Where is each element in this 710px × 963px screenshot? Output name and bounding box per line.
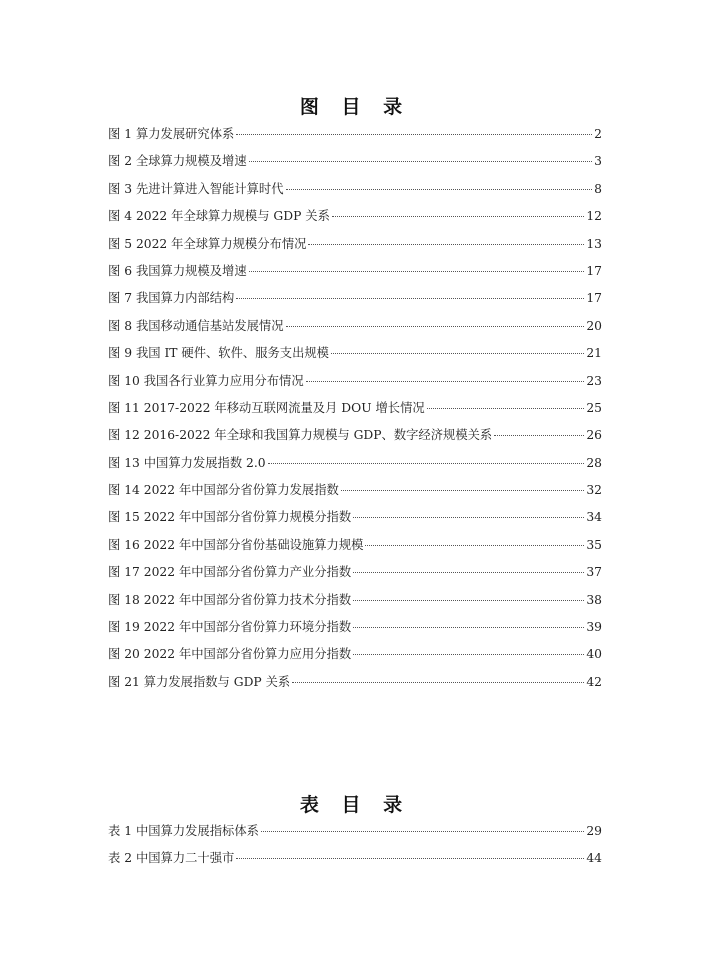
figure-entry[interactable]	[108, 480, 602, 507]
dot-leader	[236, 134, 592, 135]
table-entry[interactable]	[108, 821, 602, 848]
entry-title: 图 11 2017-2022 年移动互联网流量及月 DOU 增长情况	[108, 400, 425, 415]
figure-entry[interactable]	[108, 343, 602, 370]
dot-leader	[332, 216, 584, 217]
entry-title: 图 12 2016-2022 年全球和我国算力规模与 GDP、数字经济规模关系	[108, 428, 493, 443]
dot-leader	[341, 490, 585, 491]
entry-title: 图 9 我国 IT 硬件、软件、服务支出规模	[108, 346, 329, 361]
figure-entry[interactable]	[108, 590, 602, 617]
dot-leader	[261, 831, 584, 832]
dot-leader	[427, 408, 585, 409]
dot-leader	[236, 298, 584, 299]
figure-entry[interactable]	[108, 179, 602, 206]
entry-page-number: 21	[586, 346, 602, 361]
entry-page-number: 13	[586, 236, 602, 251]
entry-title: 图 17 2022 年中国部分省份算力产业分指数	[108, 565, 352, 580]
figure-entry[interactable]	[108, 234, 602, 261]
figure-entry[interactable]	[108, 562, 602, 589]
entry-title: 表 1 中国算力发展指标体系	[108, 824, 259, 838]
entry-page-number: 29	[586, 824, 602, 838]
entry-page-number: 17	[586, 291, 602, 306]
figure-entry[interactable]	[108, 151, 602, 178]
entry-title: 图 16 2022 年中国部分省份基础设施算力规模	[108, 537, 364, 552]
entry-title: 图 2 全球算力规模及增速	[108, 154, 247, 169]
entry-page-number: 38	[586, 592, 602, 607]
entry-page-number: 42	[586, 674, 602, 689]
dot-leader	[331, 353, 584, 354]
entry-title: 表 2 中国算力二十强市	[108, 851, 235, 866]
entry-title: 图 18 2022 年中国部分省份算力技术分指数	[108, 592, 352, 607]
entry-title: 图 5 2022 年全球算力规模分布情况	[108, 236, 307, 251]
entry-title: 图 14 2022 年中国部分省份算力发展指数	[108, 483, 339, 498]
entry-page-number: 39	[586, 620, 602, 635]
entry-page-number: 26	[586, 428, 602, 443]
entry-page-number: 37	[586, 565, 602, 580]
figure-entry[interactable]	[108, 507, 602, 534]
tables-list	[108, 821, 602, 876]
figure-entry[interactable]	[108, 425, 602, 452]
figure-entry[interactable]	[108, 288, 602, 315]
figure-entry[interactable]	[108, 398, 602, 425]
dot-leader	[353, 600, 584, 601]
entry-page-number: 23	[586, 373, 602, 388]
tables-heading: 表 目 录	[299, 794, 411, 816]
entry-page-number: 17	[586, 263, 602, 278]
figure-entry[interactable]	[108, 535, 602, 562]
entry-title: 图 7 我国算力内部结构	[108, 291, 235, 306]
entry-title: 图 1 算力发展研究体系	[108, 127, 235, 141]
dot-leader	[308, 244, 584, 245]
dot-leader	[286, 326, 585, 327]
figures-heading: 图 目 录	[299, 96, 411, 118]
dot-leader	[353, 572, 584, 573]
dot-leader	[268, 463, 585, 464]
entry-page-number: 8	[594, 181, 602, 196]
figure-entry[interactable]	[108, 672, 602, 699]
entry-page-number: 2	[594, 127, 602, 141]
entry-title: 图 8 我国移动通信基站发展情况	[108, 318, 284, 333]
dot-leader	[353, 517, 584, 518]
entry-page-number: 12	[586, 209, 602, 224]
entry-page-number: 28	[586, 455, 602, 470]
table-entry[interactable]	[108, 848, 602, 875]
figure-entry[interactable]	[108, 617, 602, 644]
dot-leader	[306, 381, 585, 382]
dot-leader	[286, 189, 593, 190]
entry-title: 图 19 2022 年中国部分省份算力环境分指数	[108, 620, 352, 635]
entry-title: 图 21 算力发展指数与 GDP 关系	[108, 674, 291, 689]
entry-title: 图 10 我国各行业算力应用分布情况	[108, 373, 304, 388]
entry-title: 图 13 中国算力发展指数 2.0	[108, 455, 266, 470]
figure-entry[interactable]	[108, 206, 602, 233]
figure-entry[interactable]	[108, 453, 602, 480]
entry-page-number: 32	[586, 483, 602, 498]
entry-page-number: 20	[586, 318, 602, 333]
entry-title: 图 4 2022 年全球算力规模与 GDP 关系	[108, 209, 330, 224]
figure-entry[interactable]	[108, 261, 602, 288]
dot-leader	[249, 271, 585, 272]
dot-leader	[249, 161, 593, 162]
entry-title: 图 6 我国算力规模及增速	[108, 263, 247, 278]
dot-leader	[353, 627, 584, 628]
entry-page-number: 34	[586, 510, 602, 525]
entry-title: 图 3 先进计算进入智能计算时代	[108, 181, 284, 196]
figures-list	[108, 124, 602, 699]
entry-page-number: 35	[586, 537, 602, 552]
dot-leader	[365, 545, 584, 546]
dot-leader	[292, 682, 584, 683]
entry-page-number: 3	[594, 154, 602, 169]
dot-leader	[494, 435, 584, 436]
figure-entry[interactable]	[108, 124, 602, 151]
dot-leader	[236, 858, 584, 859]
figure-entry[interactable]	[108, 316, 602, 343]
figure-entry[interactable]	[108, 644, 602, 671]
entry-page-number: 40	[586, 647, 602, 662]
dot-leader	[353, 654, 584, 655]
figure-entry[interactable]	[108, 371, 602, 398]
entry-page-number: 25	[586, 400, 602, 415]
entry-page-number: 44	[586, 851, 602, 866]
entry-title: 图 15 2022 年中国部分省份算力规模分指数	[108, 510, 352, 525]
entry-title: 图 20 2022 年中国部分省份算力应用分指数	[108, 647, 352, 662]
